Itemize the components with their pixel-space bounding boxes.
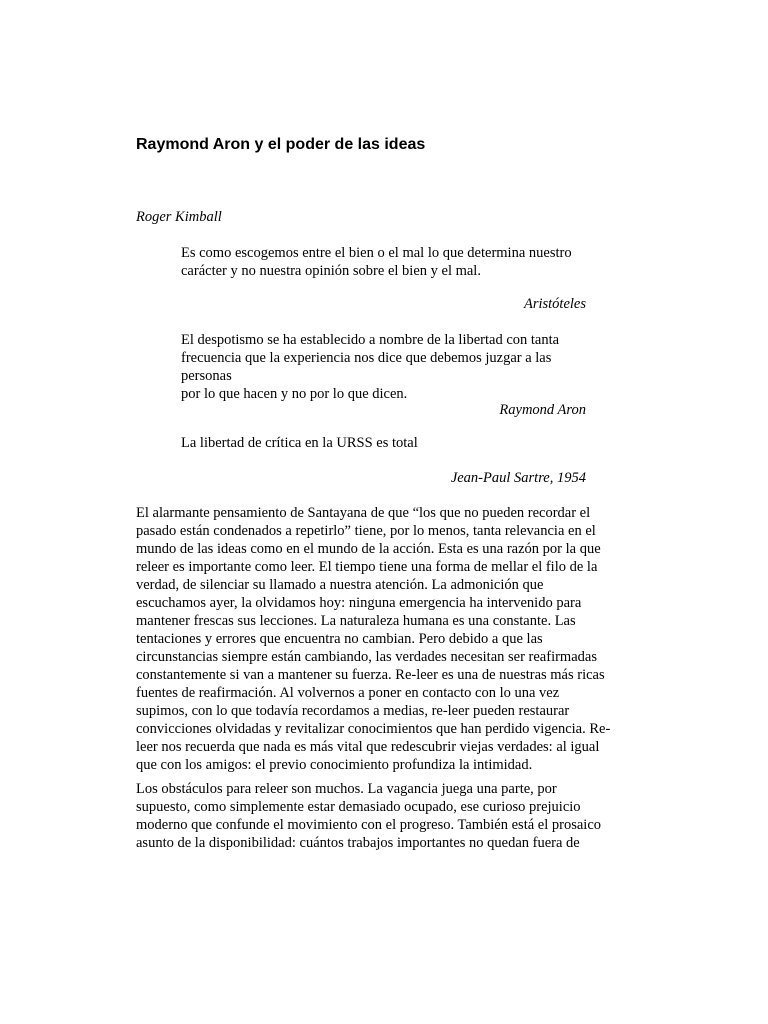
epigraph-text: El despotismo se ha establecido a nombre de la libertad con tanta frecuencia que la experiencia nos dice que debemos juzgar a las personas por lo que hacen y no por lo que dicen. — [181, 332, 560, 402]
page-title: Raymond Aron y el poder de las ideas — [136, 136, 426, 153]
epigraph-2 — [181, 331, 601, 403]
epigraph-attribution: Raymond Aron — [499, 402, 586, 418]
epigraph-1 — [181, 244, 601, 280]
body-paragraph: El alarmante pensamiento de Santayana de que “los que no pueden recordar el pasado están condenados a repetirlo” tiene, por lo menos, tanta relevancia en el mundo de las ideas como en el mundo de la acción. Esta es una razón por la que releer es importante como leer. El tiempo tiene una forma de mellar el filo de la verdad, de silenciar su llamado a nuestra atención. La admonición que escuchamos ayer, la olvidamos hoy: ninguna emergencia ha intervenido para mantener frescas sus lecciones. La naturaleza humana es una constante. Las tentaciones y errores que encuentra no cambian. Pero debido a que las circunstancias siempre están cambiando, las verdades necesitan ser reafirmadas constantemente si van a mantener su fuerza. Re-leer es una de nuestras más ricas fuentes de reafirmación. Al volvernos a poner en contacto con lo una vez supimos, con lo que todavía recordamos a medias, re-leer pueden restaurar convicciones olvidadas y revitalizar conocimientos que han perdido vigencia. Re- leer nos recuerda que nada es más vital que redescubrir viejas verdades: al igual que con los amigos: el previo conocimiento profundiza la intimidad. — [136, 505, 611, 773]
author-name: Roger Kimball — [136, 209, 222, 225]
epigraph-text: Es como escogemos entre el bien o el mal lo que determina nuestro carácter y no nuestra opinión sobre el bien y el mal. — [181, 245, 572, 279]
epigraph-3 — [181, 434, 601, 452]
epigraph-attribution: Jean-Paul Sartre, 1954 — [450, 470, 586, 486]
body-paragraph: Los obstáculos para releer son muchos. La vagancia juega una parte, por supuesto, como simplemente estar demasiado ocupado, ese curioso prejuicio moderno que confunde el movimiento con el progreso. También está el prosaico asunto de la disponibilidad: cuántos trabajos importantes no quedan fuera de — [136, 781, 601, 851]
epigraph-attribution: Aristóteles — [523, 296, 586, 312]
epigraph-text: La libertad de crítica en la URSS es total — [181, 435, 418, 451]
